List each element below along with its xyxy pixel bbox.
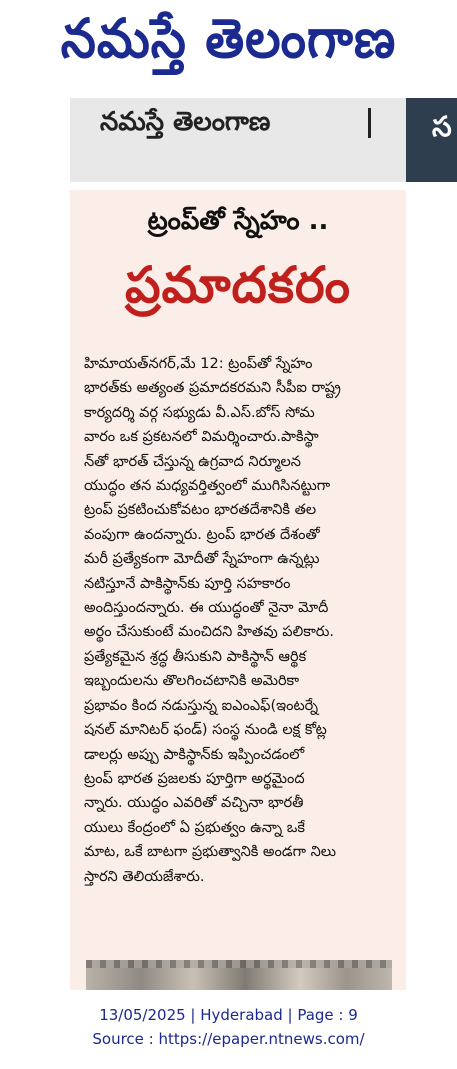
article-body-line: మరీ ప్రత్యేకంగా మోదీతో స్నేహంగా ఉన్నట్లు [84, 551, 320, 568]
article-body-line: యులు కేంద్రంలో ఏ ప్రభుత్వం ఉన్నా ఒకే [84, 819, 305, 836]
clip-header-title: నమస్తే తెలంగాణ [100, 107, 271, 137]
article-body-line: వారం ఒక ప్రకటనలో విమర్శించారు.పాకిస్థా [84, 429, 319, 446]
masthead-title: నమస్తే తెలంగాణ [60, 6, 397, 70]
publication-meta: 13/05/2025 | Hyderabad | Page : 9 [99, 1006, 358, 1024]
clip-header-divider [368, 108, 371, 138]
article-body-line: ఇబ్బందులను తొలగించటానికి అమెరికా [84, 673, 300, 690]
article-body-line: ట్రంప్ భారత ప్రజలకు పూర్తిగా అర్థమైంద [84, 770, 305, 787]
article-body-line: స్తారని తెలియజేశారు. [84, 868, 205, 885]
article-body-line: ప్రభావం కింద నడుస్తున్న ఐఎంఎఫ్(ఇంటర్నే [84, 697, 318, 714]
article-photo [86, 960, 392, 990]
article-body-line: షనల్ మానిటర్ ఫండ్) సంస్థ నుండి లక్ష కోట్ల [84, 722, 327, 739]
article-body-line: డాలర్లు అప్పు పాకిస్థాన్‌కు ఇప్పించడంలో [84, 746, 305, 763]
article-body-line: కార్యదర్శి వర్గ సభ్యుడు వీ.ఎస్.బోస్ సోమ [84, 404, 315, 421]
article-body-line: యుద్ధం తన మధ్యవర్తిత్వంలో ముగిసినట్టుగా [84, 478, 331, 495]
article-body-line: ప్రత్యేకమైన శ్రద్ధ తీసుకుని పాకిస్థాన్ ఆర్థిక [84, 648, 307, 665]
article-body-line: అందిస్తుందన్నారు. ఈ యుద్ధంతో నైనా మోదీ [84, 600, 329, 617]
article-body-line: వంపుగా ఉందన్నారు. ట్రంప్ భారత దేశంతో [84, 526, 320, 543]
article-body-line: మాట, ఒకే బాటగా ప్రభుత్వానికి అండగా నిలు [84, 844, 337, 861]
article-body-line: నటిస్తూనే పాకిస్థాన్‌కు పూర్తి సహకారం [84, 575, 291, 592]
article-body [84, 352, 396, 889]
adjacent-column-glyph: స [432, 110, 452, 143]
source-link[interactable]: Source : https://epaper.ntnews.com/ [92, 1030, 365, 1048]
news-article [70, 190, 406, 990]
article-body-line: అర్థం చేసుకుంటే మంచిదని హితవు పలికారు. [84, 624, 335, 641]
article-body-line: న్నారు. యుద్ధం ఎవరితో వచ్చినా భారతీ [84, 795, 304, 812]
article-headline: ప్రమాదకరం [125, 256, 351, 314]
newspaper-masthead [0, 0, 457, 90]
article-body-line: భారత్‌కు అత్యంత ప్రమాదకరమని సీపీఐ రాష్ట్ర [84, 380, 341, 397]
article-body-line: ట్రంప్ ప్రకటించుకోవటం భారతదేశానికి తల [84, 502, 317, 519]
article-body-line: న్‌తో భారత్ చేస్తున్న ఉగ్రవాద నిర్మూలన [84, 453, 301, 470]
article-body-line: హిమాయత్‌నగర్,మే 12: ట్రంప్‌తో స్నేహం [84, 356, 313, 372]
article-subhead: ట్రంప్‌తో స్నేహం .. [147, 206, 329, 236]
